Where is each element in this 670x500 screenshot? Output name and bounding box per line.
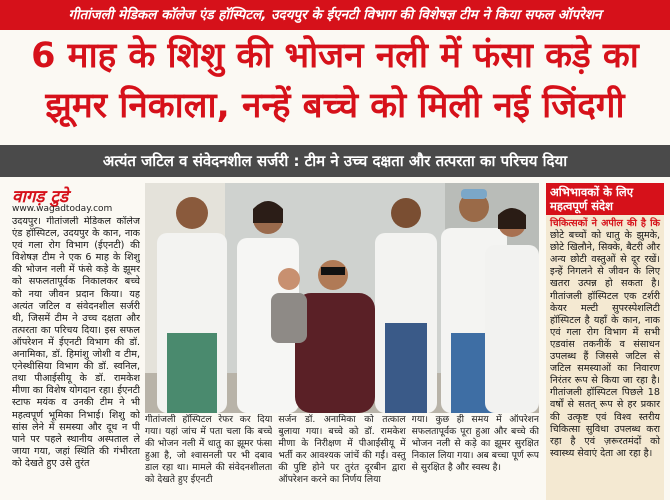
sidebar-box bbox=[546, 183, 664, 500]
article-left-column: उदयपुर। गीतांजली मेडिकल कॉलेज एंड हॉस्पिटल, उदयपुर के कान, नाक एवं गला रोग विभाग (ईएनटी) की विशेषज्ञ टीम ने एक 6 माह के शिशु की भोजन नली में फंसे कड़े के झूमर को सफलतापूर्वक निकालकर बच्चे को नया जीवन प्रदान किया। यह अत्यंत जटिल व संवेदनशील सर्जरी थी, जिसमें टीम ने उच्च दक्षता और तत्परता का परिचय दिया। इस सफल ऑपरेशन में ईएनटी विभाग की डॉ. अनामिका, डॉ. हिमांशु जोशी व टीम, एनेस्थीसिया विभाग की डॉ. स्वनिल, तथा पीआईसीयू के डॉ. रामकेश मीणा का विशेष योगदान रहा। ईएनटी स्टाफ मयंक व उनकी टीम ने भी महत्वपूर्ण भूमिका निभाई। शिशु को सांस लेने में समस्या और दूध न पी पाने पर पहले स्थानीय अस्पताल ले जाया गया, जहां स्थिति की गंभीरता को देखते हुए उसे तुरंत bbox=[12, 216, 140, 469]
sidebar-text: छोटे बच्चों को धातु के झुमके, छोटे खिलौने, सिक्के, बैटरी और अन्य छोटी वस्तुओं से दूर रखें। इन्हें निगलने से जीवन के लिए खतरा उत्पन्न हो सकता है। गीतांजली हॉस्पिटल एक टर्शरी केयर मल्टी सुपरस्पेशलिटी हॉस्पिटल है यहाँ के कान, नाक एवं गला रोग विभाग में सभी एडवांस तकनीकें व संसाधन उपलब्ध हैं जिससे जटिल से जटिल समस्याओं का निवारण निरंतर रूप से किया जा रहा है। गीतांजली हॉस्पिटल पिछले 18 वर्षों से सतत् रूप से हर प्रकार की उत्कृष्ट एवं विश्व स्तरीय चिकित्सा सुविधा उपलब्ध करा रहा है एवं ज़रूरतमंदों को स्वास्थ्य सेवाएं देता आ रहा है। bbox=[550, 230, 660, 459]
sidebar-title: अभिभावकों के लिए महत्वपूर्ण संदेश bbox=[546, 183, 664, 215]
subheadline-bar: अत्यंत जटिल व संवेदनशील सर्जरी : टीम ने उच्च दक्षता और तत्परता का परिचय दिया bbox=[0, 145, 670, 177]
sidebar-body bbox=[546, 215, 664, 500]
website-url: www.wagadtoday.com bbox=[12, 204, 113, 214]
headline-line-2: झूमर निकाला, नन्हें बच्चे को मिली नई जिंदगी bbox=[45, 86, 625, 126]
caption-column-1: गीतांजली हॉस्पिटल रेफर कर दिया गया। यहां जांच में पता चला कि बच्चे की भोजन नली में धातु का झूमर फंसा हुआ है, जो श्वासनली पर भी दबाव डाल रहा था। मामले की संवेदनशीलता को देखते हुए ईएनटी bbox=[145, 414, 273, 485]
headline-line-1: 6 माह के शिशु की भोजन नली में फंसा कड़े का bbox=[31, 36, 639, 76]
brand-name: वागड़ टुडे bbox=[12, 187, 69, 207]
top-banner: गीतांजली मेडिकल कॉलेज एंड हॉस्पिटल, उदयपुर के ईएनटी विभाग की विशेषज्ञ टीम ने किया सफल ऑपरेशन bbox=[0, 0, 670, 30]
team-photo bbox=[145, 183, 539, 413]
caption-column-3: गया। कुछ ही समय में ऑपरेशन सफलतापूर्वक पूरा हुआ और बच्चे की भोजन नली से कड़े का झूमर सुरक्षित निकाल लिया गया। अब बच्चा पूर्ण रूप से सुरक्षित है और स्वस्थ है। bbox=[411, 414, 539, 473]
caption-column-2: सर्जन डॉ. अनामिका को तत्काल बुलाया गया। बच्चे को डॉ. रामकेश मीणा के निरीक्षण में पीआईसीयू में भर्ती कर आवश्यक जांचें की गईं। वस्तु की पुष्टि होने पर तुरंत दूरबीन द्वारा ऑपरेशन करने का निर्णय लिया bbox=[278, 414, 406, 485]
sidebar-lead: चिकित्सकों ने अपील की है कि bbox=[550, 218, 660, 229]
photo-captions bbox=[145, 414, 539, 500]
